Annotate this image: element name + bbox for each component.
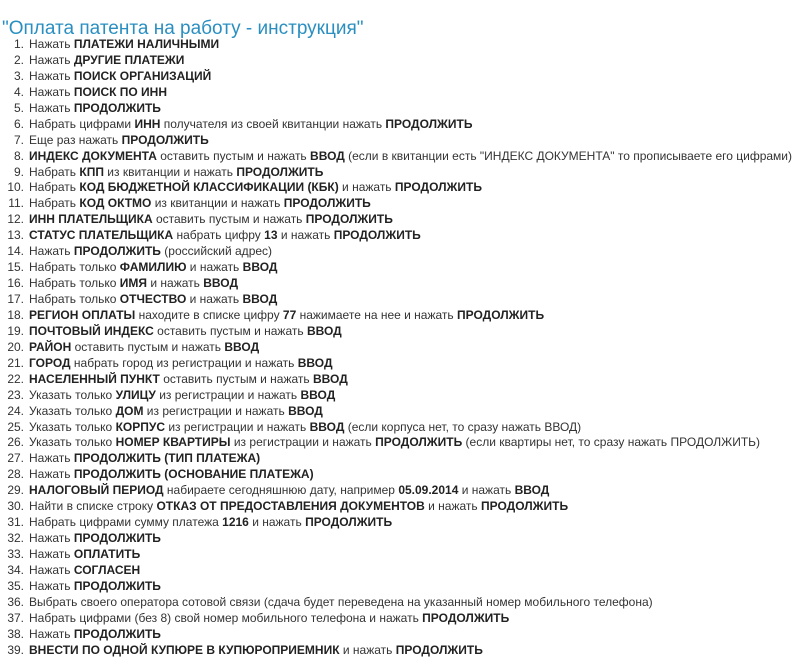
- list-item: [0, 196, 800, 212]
- step-text: [29, 180, 482, 196]
- list-item: [0, 515, 800, 531]
- step-text-fragment: Нажать: [29, 84, 74, 99]
- step-text-fragment: и нажать: [339, 642, 396, 657]
- list-item: [0, 611, 800, 627]
- step-number: 22.: [7, 371, 24, 386]
- list-item: [0, 340, 800, 356]
- step-text: [29, 308, 544, 324]
- list-item: [0, 627, 800, 643]
- step-keyword: ВВОД: [288, 403, 323, 418]
- list-item: [0, 260, 800, 276]
- step-text: [29, 404, 323, 420]
- step-keyword: НАСЕЛЕННЫЙ ПУНКТ: [29, 371, 160, 386]
- step-keyword: ОПЛАТИТЬ: [73, 547, 141, 561]
- step-keyword: ВНЕСТИ ПО ОДНОЙ КУПЮРЕ В КУПЮРОПРИЕМНИК: [29, 642, 340, 657]
- list-item: [0, 212, 800, 228]
- step-keyword: КОД ОКТМО: [79, 196, 152, 211]
- step-keyword: ПРОДОЛЖИТЬ: [422, 610, 510, 625]
- step-keyword: ИНДЕКС ДОКУМЕНТА: [29, 148, 157, 163]
- step-text-fragment: набрать цифру: [173, 228, 265, 243]
- step-text: [29, 563, 140, 579]
- step-number: 26.: [7, 435, 24, 450]
- step-text-fragment: Набрать цифрами: [29, 116, 135, 131]
- step-text-fragment: (если корпуса нет, то сразу нажать ВВОД): [344, 419, 582, 434]
- step-text-fragment: Набрать только: [29, 260, 120, 275]
- step-keyword: ПРОДОЛЖИТЬ: [73, 531, 161, 546]
- list-item: [0, 69, 800, 85]
- step-text: [29, 483, 549, 499]
- list-item: [0, 85, 800, 101]
- step-number: 14.: [7, 244, 24, 259]
- step-number: 35.: [7, 578, 24, 593]
- step-text-fragment: и нажать: [424, 499, 481, 514]
- step-text: [29, 547, 140, 563]
- step-number: 36.: [7, 594, 24, 609]
- step-text-fragment: Нажать: [29, 244, 74, 259]
- step-text-fragment: Набрать только: [29, 292, 120, 306]
- step-text-fragment: Указать только: [29, 419, 116, 434]
- step-text-fragment: Еще раз нажать: [29, 132, 122, 147]
- step-keyword: ПРОДОЛЖИТЬ: [375, 435, 463, 450]
- step-text-fragment: Нажать: [29, 626, 74, 641]
- step-number: 10.: [7, 180, 24, 195]
- step-keyword: ВВОД: [203, 276, 239, 291]
- step-text: [29, 212, 393, 228]
- step-text-fragment: Указать только: [29, 435, 116, 450]
- step-keyword: СТАТУС ПЛАТЕЛЬЩИКА: [29, 228, 174, 243]
- step-keyword: ВВОД: [297, 355, 333, 370]
- step-keyword: ПРОДОЛЖИТЬ (ОСНОВАНИЕ ПЛАТЕЖА): [73, 467, 314, 482]
- step-text-fragment: Нажать: [29, 52, 74, 67]
- step-text-fragment: и нажать: [186, 260, 243, 275]
- step-keyword: ПОИСК ОРГАНИЗАЦИЙ: [73, 68, 212, 83]
- step-text: [29, 101, 161, 117]
- step-text-fragment: оставить пустым и нажать: [71, 339, 225, 354]
- step-text: [29, 595, 653, 611]
- step-keyword: КОРПУС: [115, 419, 165, 434]
- step-number: 23.: [7, 387, 24, 402]
- step-number: 30.: [7, 499, 24, 514]
- step-keyword: 05.09.2014: [398, 483, 459, 498]
- list-item: [0, 53, 800, 69]
- step-text-fragment: из регистрации и нажать: [164, 419, 310, 434]
- step-number: 33.: [7, 547, 24, 561]
- step-keyword: ПРОДОЛЖИТЬ: [236, 164, 324, 179]
- step-text-fragment: оставить пустым и нажать: [156, 148, 311, 163]
- step-number: 9.: [13, 164, 24, 179]
- step-text-fragment: (если квартиры нет, то сразу нажать ПРОДОЛЖИТЬ): [462, 435, 761, 450]
- step-text-fragment: и нажать: [338, 180, 395, 195]
- step-keyword: ДРУГИЕ ПЛАТЕЖИ: [73, 52, 185, 67]
- step-text-fragment: из квитанции и нажать: [151, 196, 284, 211]
- step-keyword: ПРОДОЛЖИТЬ: [481, 499, 569, 514]
- step-keyword: ВВОД: [300, 387, 336, 402]
- step-text-fragment: набираете сегодняшнюю дату, например: [163, 483, 399, 498]
- step-keyword: ПРОДОЛЖИТЬ (ТИП ПЛАТЕЖА): [73, 451, 261, 466]
- step-keyword: ПРОДОЛЖИТЬ: [73, 100, 161, 115]
- step-number: 6.: [13, 116, 24, 131]
- step-number: 15.: [7, 260, 24, 275]
- list-item: [0, 101, 800, 117]
- step-keyword: ОТКАЗ ОТ ПРЕДОСТАВЛЕНИЯ ДОКУМЕНТОВ: [156, 499, 425, 514]
- step-text: [29, 451, 260, 467]
- step-keyword: ИМЯ: [119, 276, 148, 291]
- step-keyword: 77: [282, 307, 297, 322]
- step-keyword: ФАМИЛИЮ: [119, 260, 187, 275]
- list-item: [0, 451, 800, 467]
- step-text-fragment: получателя из своей квитанции нажать: [160, 116, 386, 131]
- step-text-fragment: из регистрации и нажать: [230, 435, 376, 450]
- list-item: [0, 276, 800, 292]
- step-number: 24.: [7, 403, 24, 418]
- step-keyword: ВВОД: [310, 148, 345, 163]
- list-item: [0, 37, 800, 53]
- list-item: [0, 292, 800, 308]
- step-text: [29, 372, 348, 388]
- step-text-fragment: Набрать только: [29, 276, 120, 291]
- step-number: 38.: [7, 626, 24, 641]
- step-text: [29, 627, 161, 643]
- step-text-fragment: Набрать: [29, 164, 80, 179]
- step-number: 34.: [7, 562, 24, 577]
- step-text-fragment: из квитанции и нажать: [103, 164, 237, 179]
- step-text-fragment: оставить пустым и нажать: [159, 371, 314, 386]
- step-keyword: ПРОДОЛЖИТЬ: [283, 196, 371, 211]
- step-text: [29, 356, 333, 372]
- step-keyword: ПРОДОЛЖИТЬ: [395, 642, 483, 657]
- instruction-list: [0, 37, 800, 659]
- step-keyword: КПП: [79, 164, 104, 179]
- step-number: 31.: [7, 515, 24, 530]
- step-keyword: ПОЧТОВЫЙ ИНДЕКС: [29, 323, 154, 338]
- step-number: 21.: [7, 355, 24, 370]
- list-item: [0, 404, 800, 420]
- list-item: [0, 643, 800, 659]
- list-item: [0, 547, 800, 563]
- step-number: 8.: [13, 148, 24, 163]
- step-number: 18.: [7, 307, 24, 322]
- step-text: [29, 244, 272, 260]
- list-item: [0, 324, 800, 340]
- step-text: [29, 515, 392, 531]
- list-item: [0, 563, 800, 579]
- step-text: [29, 579, 161, 595]
- step-text-fragment: (если в квитанции есть "ИНДЕКС ДОКУМЕНТА" то прописываете его цифрами): [344, 148, 792, 163]
- step-number: 3.: [13, 68, 24, 83]
- step-keyword: ПРОДОЛЖИТЬ: [73, 626, 161, 641]
- step-text: [29, 85, 167, 101]
- step-keyword: ПРОДОЛЖИТЬ: [385, 116, 473, 131]
- step-text: [29, 149, 792, 165]
- step-text-fragment: Нажать: [29, 451, 74, 466]
- step-text: [29, 324, 342, 340]
- step-keyword: РЕГИОН ОПЛАТЫ: [29, 307, 136, 322]
- list-item: [0, 420, 800, 436]
- step-keyword: ВВОД: [313, 371, 348, 386]
- step-number: 12.: [7, 212, 24, 227]
- step-keyword: ВВОД: [514, 483, 550, 498]
- list-item: [0, 467, 800, 483]
- step-text: [29, 643, 483, 659]
- step-text-fragment: из регистрации и нажать: [155, 387, 301, 402]
- step-keyword: ДОМ: [115, 403, 144, 418]
- step-text-fragment: оставить пустым и нажать: [153, 323, 307, 338]
- step-keyword: ВВОД: [242, 260, 278, 275]
- step-number: 29.: [7, 483, 24, 498]
- step-text: [29, 69, 211, 85]
- list-item: [0, 483, 800, 499]
- step-number: 13.: [7, 228, 24, 243]
- list-item: [0, 388, 800, 404]
- page-title: "Оплата патента на работу - инструкция": [2, 17, 364, 39]
- step-keyword: ВВОД: [224, 339, 260, 354]
- step-text-fragment: находите в списке цифру: [135, 307, 283, 322]
- step-keyword: ВВОД: [309, 419, 345, 434]
- step-keyword: ПРОДОЛЖИТЬ: [333, 228, 421, 243]
- step-keyword: РАЙОН: [29, 339, 72, 354]
- step-keyword: ВВОД: [242, 292, 278, 306]
- step-text-fragment: и нажать: [277, 228, 334, 243]
- step-number: 4.: [13, 84, 24, 99]
- step-keyword: НАЛОГОВЫЙ ПЕРИОД: [29, 483, 164, 498]
- step-number: 28.: [7, 467, 24, 482]
- step-text-fragment: Найти в списке строку: [29, 499, 157, 514]
- list-item: [0, 165, 800, 181]
- step-keyword: ПРОДОЛЖИТЬ: [394, 180, 482, 195]
- step-text-fragment: Нажать: [29, 68, 74, 83]
- step-text-fragment: Нажать: [29, 467, 74, 482]
- step-text-fragment: и нажать: [186, 292, 243, 306]
- step-number: 5.: [13, 100, 24, 115]
- step-text-fragment: Нажать: [29, 547, 74, 561]
- step-keyword: УЛИЦУ: [115, 387, 156, 402]
- step-keyword: ВВОД: [306, 323, 342, 338]
- step-text: [29, 420, 581, 436]
- step-text-fragment: и нажать: [248, 515, 306, 530]
- step-text-fragment: Нажать: [29, 37, 74, 51]
- step-keyword: ПРОДОЛЖИТЬ: [121, 132, 209, 147]
- step-text: [29, 531, 161, 547]
- step-keyword: ПРОДОЛЖИТЬ: [457, 307, 545, 322]
- step-text-fragment: из регистрации и нажать: [143, 403, 289, 418]
- step-text-fragment: и нажать: [147, 276, 204, 291]
- step-keyword: ПРОДОЛЖИТЬ: [305, 515, 393, 530]
- step-keyword: ИНН: [134, 116, 161, 131]
- step-text-fragment: (российский адрес): [160, 244, 273, 259]
- step-text: [29, 292, 277, 308]
- step-keyword: ГОРОД: [29, 355, 71, 370]
- step-text: [29, 165, 323, 181]
- step-text: [29, 435, 760, 451]
- step-keyword: ПОИСК ПО ИНН: [73, 84, 168, 99]
- step-text: [29, 276, 238, 292]
- step-number: 1.: [13, 37, 24, 51]
- step-keyword: 13: [264, 228, 278, 243]
- step-text-fragment: нажимаете на нее и нажать: [296, 307, 457, 322]
- step-text: [29, 228, 421, 244]
- step-text: [29, 388, 335, 404]
- list-item: [0, 308, 800, 324]
- list-item: [0, 228, 800, 244]
- step-number: 7.: [13, 132, 24, 147]
- step-number: 27.: [7, 451, 24, 466]
- step-text: [29, 37, 219, 53]
- step-text-fragment: набрать город из регистрации и нажать: [70, 355, 298, 370]
- list-item: [0, 531, 800, 547]
- step-number: 39.: [7, 642, 24, 657]
- step-text-fragment: Набрать цифрами (без 8) свой номер мобильного телефона и нажать: [29, 610, 423, 625]
- step-text-fragment: Нажать: [29, 562, 74, 577]
- list-item: [0, 149, 800, 165]
- step-text-fragment: Выбрать своего оператора сотовой связи (сдача будет переведена на указанный номер мобильного телефона): [29, 594, 653, 609]
- step-number: 20.: [7, 339, 24, 354]
- step-text-fragment: Нажать: [29, 531, 74, 546]
- step-text-fragment: Набрать: [29, 196, 80, 211]
- step-text-fragment: Нажать: [29, 578, 74, 593]
- step-keyword: НОМЕР КВАРТИРЫ: [115, 435, 231, 450]
- list-item: [0, 133, 800, 149]
- step-text-fragment: Нажать: [29, 100, 74, 115]
- step-keyword: КОД БЮДЖЕТНОЙ КЛАССИФИКАЦИИ (КБК): [79, 180, 339, 195]
- list-item: [0, 579, 800, 595]
- step-number: 16.: [7, 276, 24, 291]
- step-number: 2.: [13, 52, 24, 67]
- list-item: [0, 180, 800, 196]
- step-keyword: ПЛАТЕЖИ НАЛИЧНЫМИ: [73, 37, 220, 51]
- step-keyword: ПРОДОЛЖИТЬ: [73, 578, 161, 593]
- list-item: [0, 356, 800, 372]
- list-item: [0, 244, 800, 260]
- step-text: [29, 196, 371, 212]
- step-text: [29, 53, 184, 69]
- step-text: [29, 260, 277, 276]
- step-text-fragment: Набрать цифрами сумму платежа: [29, 515, 223, 530]
- step-number: 19.: [7, 323, 24, 338]
- step-keyword: 1216: [222, 515, 249, 530]
- step-text-fragment: Набрать: [29, 180, 80, 195]
- step-text-fragment: и нажать: [458, 483, 515, 498]
- list-item: [0, 435, 800, 451]
- step-number: 25.: [7, 419, 24, 434]
- step-text-fragment: оставить пустым и нажать: [152, 212, 306, 227]
- step-number: 17.: [7, 292, 24, 306]
- step-text-fragment: Указать только: [29, 387, 116, 402]
- step-text: [29, 467, 314, 483]
- step-text: [29, 133, 209, 149]
- step-text-fragment: Указать только: [29, 403, 116, 418]
- list-item: [0, 499, 800, 515]
- list-item: [0, 372, 800, 388]
- step-keyword: ОТЧЕСТВО: [119, 292, 187, 306]
- step-keyword: СОГЛАСЕН: [73, 562, 141, 577]
- list-item: [0, 117, 800, 133]
- step-number: 37.: [7, 610, 24, 625]
- list-item: [0, 595, 800, 611]
- step-text: [29, 611, 509, 627]
- step-number: 11.: [8, 196, 24, 211]
- step-keyword: ПРОДОЛЖИТЬ: [73, 244, 161, 259]
- step-keyword: ИНН ПЛАТЕЛЬЩИКА: [29, 212, 153, 227]
- step-text: [29, 499, 568, 515]
- step-keyword: ПРОДОЛЖИТЬ: [305, 212, 393, 227]
- step-number: 32.: [7, 531, 24, 546]
- step-text: [29, 340, 259, 356]
- step-text: [29, 117, 472, 133]
